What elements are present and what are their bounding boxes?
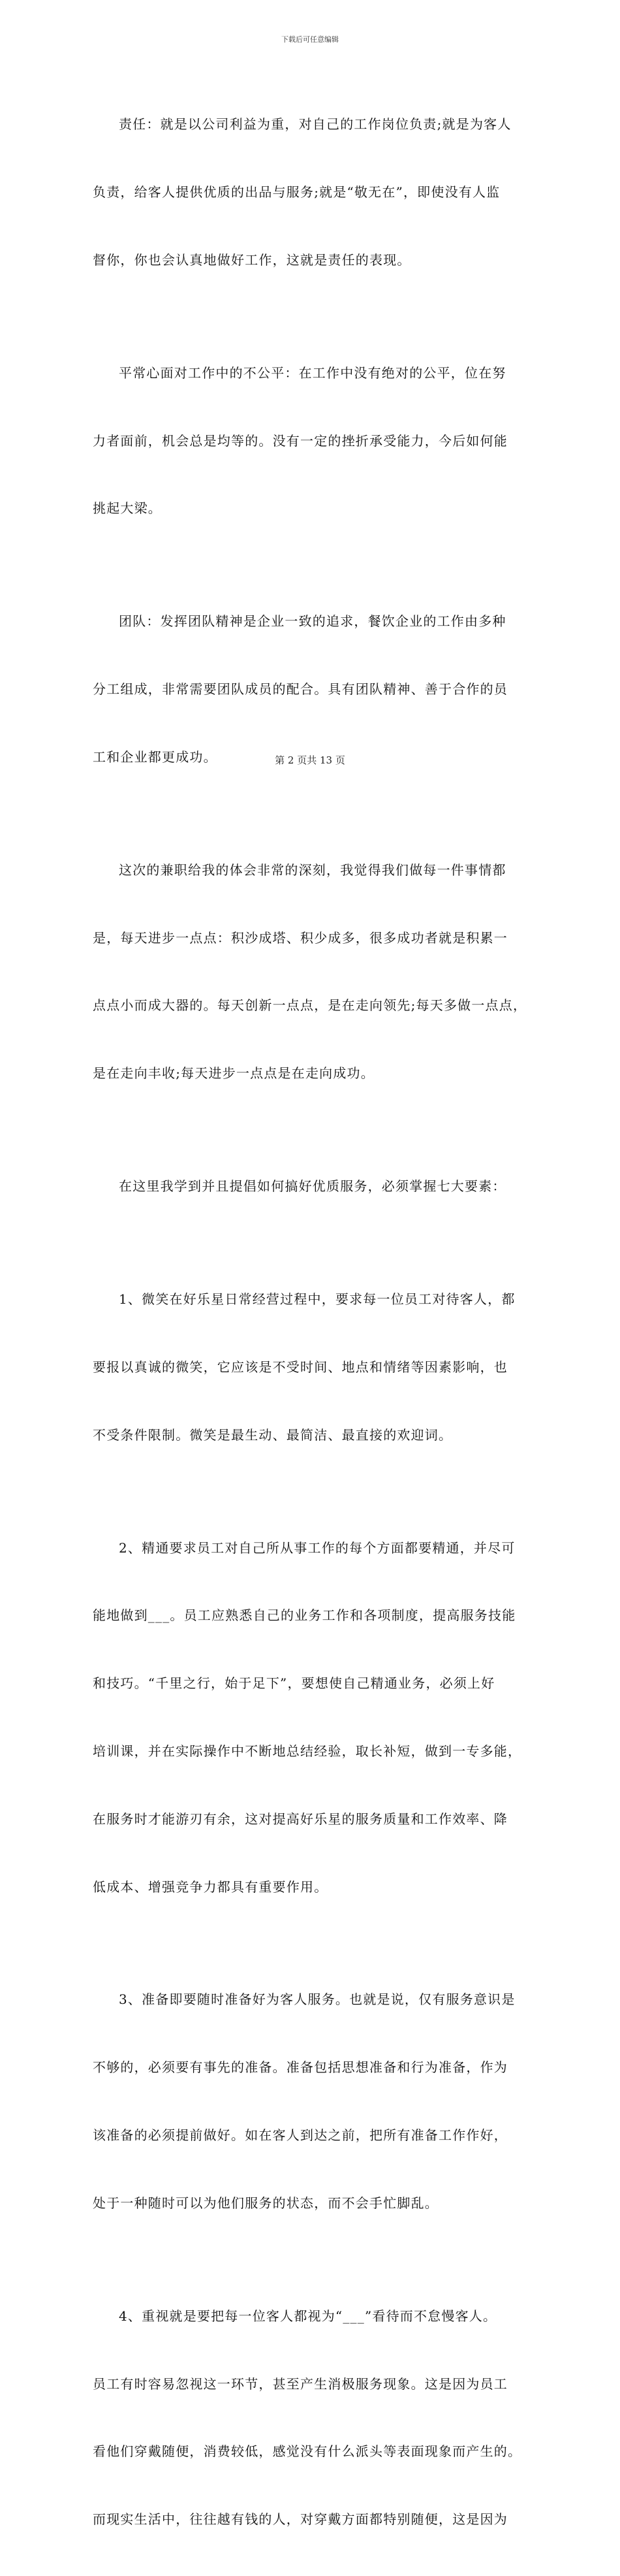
paragraph-team [93, 565, 536, 814]
paragraph-attention [93, 2260, 536, 2576]
text-line: 工和企业都更成功。 [93, 749, 217, 765]
paragraph-seven-elements-intro [93, 1130, 536, 1243]
text-line: 和技巧。“千里之行，始于足下”，要想使自己精通业务，必须上好 [93, 1675, 495, 1692]
text-line: 责任：就是以公司利益为重，对自己的工作岗位负责;就是为客人 [119, 116, 512, 133]
text-line: 低成本、增强竞争力都具有重要作用。 [93, 1878, 328, 1895]
text-line: 培训课，并在实际操作中不断地总结经验，取长补短，做到一专多能， [93, 1743, 522, 1759]
text-line: 4、重视就是要把每一位客人都视为“___”看待而不怠慢客人。 [119, 2308, 497, 2324]
text-line: 是，每天进步一点点：积沙成塔、积少成多，很多成功者就是积累一 [93, 929, 508, 946]
text-line: 不够的，必须要有事先的准备。准备包括思想准备和行为准备，作为 [93, 2059, 508, 2076]
text-line: 团队：发挥团队精神是企业一致的追求，餐饮企业的工作由多种 [119, 613, 506, 630]
text-line: 在服务时才能游刃有余，这对提高好乐星的服务质量和工作效率、降 [93, 1811, 508, 1827]
text-line: 看他们穿戴随便，消费较低，感觉没有什么派头等表面现象而产生的。 [93, 2443, 522, 2460]
text-line: 在这里我学到并且提倡如何搞好优质服务，必须掌握七大要素： [119, 1178, 506, 1195]
text-line: 处于一种随时可以为他们服务的状态，而不会手忙脚乱。 [93, 2195, 439, 2211]
text-line: 要报以真诚的微笑，它应该是不受时间、地点和情绪等因素影响，也 [93, 1359, 508, 1375]
document-body [93, 68, 536, 2576]
text-line: 点点小而成大器的。每天创新一点点，是在走向领先;每天多做一点点， [93, 997, 527, 1014]
text-line: 是在走向丰收;每天进步一点点是在走向成功。 [93, 1065, 375, 1082]
text-line: 督你，你也会认真地做好工作，这就是责任的表现。 [93, 251, 411, 268]
text-line: 1、微笑在好乐星日常经营过程中，要求每一位员工对待客人，都 [119, 1291, 516, 1308]
text-line: 负责，给客人提供优质的出品与服务;就是“敬无在”，即使没有人监 [93, 184, 501, 200]
paragraph-experience [93, 814, 536, 1130]
paragraph-fairness [93, 317, 536, 566]
text-line: 这次的兼职给我的体会非常的深刻，我觉得我们做每一件事情都 [119, 861, 506, 878]
text-line: 3、准备即要随时准备好为客人服务。也就是说，仅有服务意识是 [119, 1991, 516, 2008]
text-line: 分工组成，非常需要团队成员的配合。具有团队精神、善于合作的员 [93, 681, 508, 698]
paragraph-responsibility [93, 68, 536, 317]
text-line: 力者面前，机会总是均等的。没有一定的挫折承受能力，今后如何能 [93, 432, 508, 449]
paragraph-smile [93, 1243, 536, 1492]
page-header: 下载后可任意编辑 [281, 35, 339, 44]
text-line: 平常心面对工作中的不公平：在工作中没有绝对的公平，位在努 [119, 364, 506, 381]
paragraph-proficiency [93, 1491, 536, 1943]
text-line: 2、精通要求员工对自己所从事工作的每个方面都要精通，并尽可 [119, 1539, 516, 1556]
text-line: 挑起大梁。 [93, 500, 162, 517]
text-line: 能地做到___。员工应熟悉自己的业务工作和各项制度，提高服务技能 [93, 1607, 516, 1624]
text-line: 员工有时容易忽视这一环节，甚至产生消极服务现象。这是因为员工 [93, 2375, 508, 2392]
text-line: 该准备的必须提前做好。如在客人到达之前，把所有准备工作作好， [93, 2127, 508, 2144]
paragraph-preparation [93, 1943, 536, 2259]
page-number-footer: 第 2 页共 13 页 [275, 754, 345, 766]
text-line: 不受条件限制。微笑是最生动、最简洁、最直接的欢迎词。 [93, 1426, 453, 1443]
text-line: 而现实生活中，往往越有钱的人，对穿戴方面都特别随便，这是因为 [93, 2511, 508, 2528]
